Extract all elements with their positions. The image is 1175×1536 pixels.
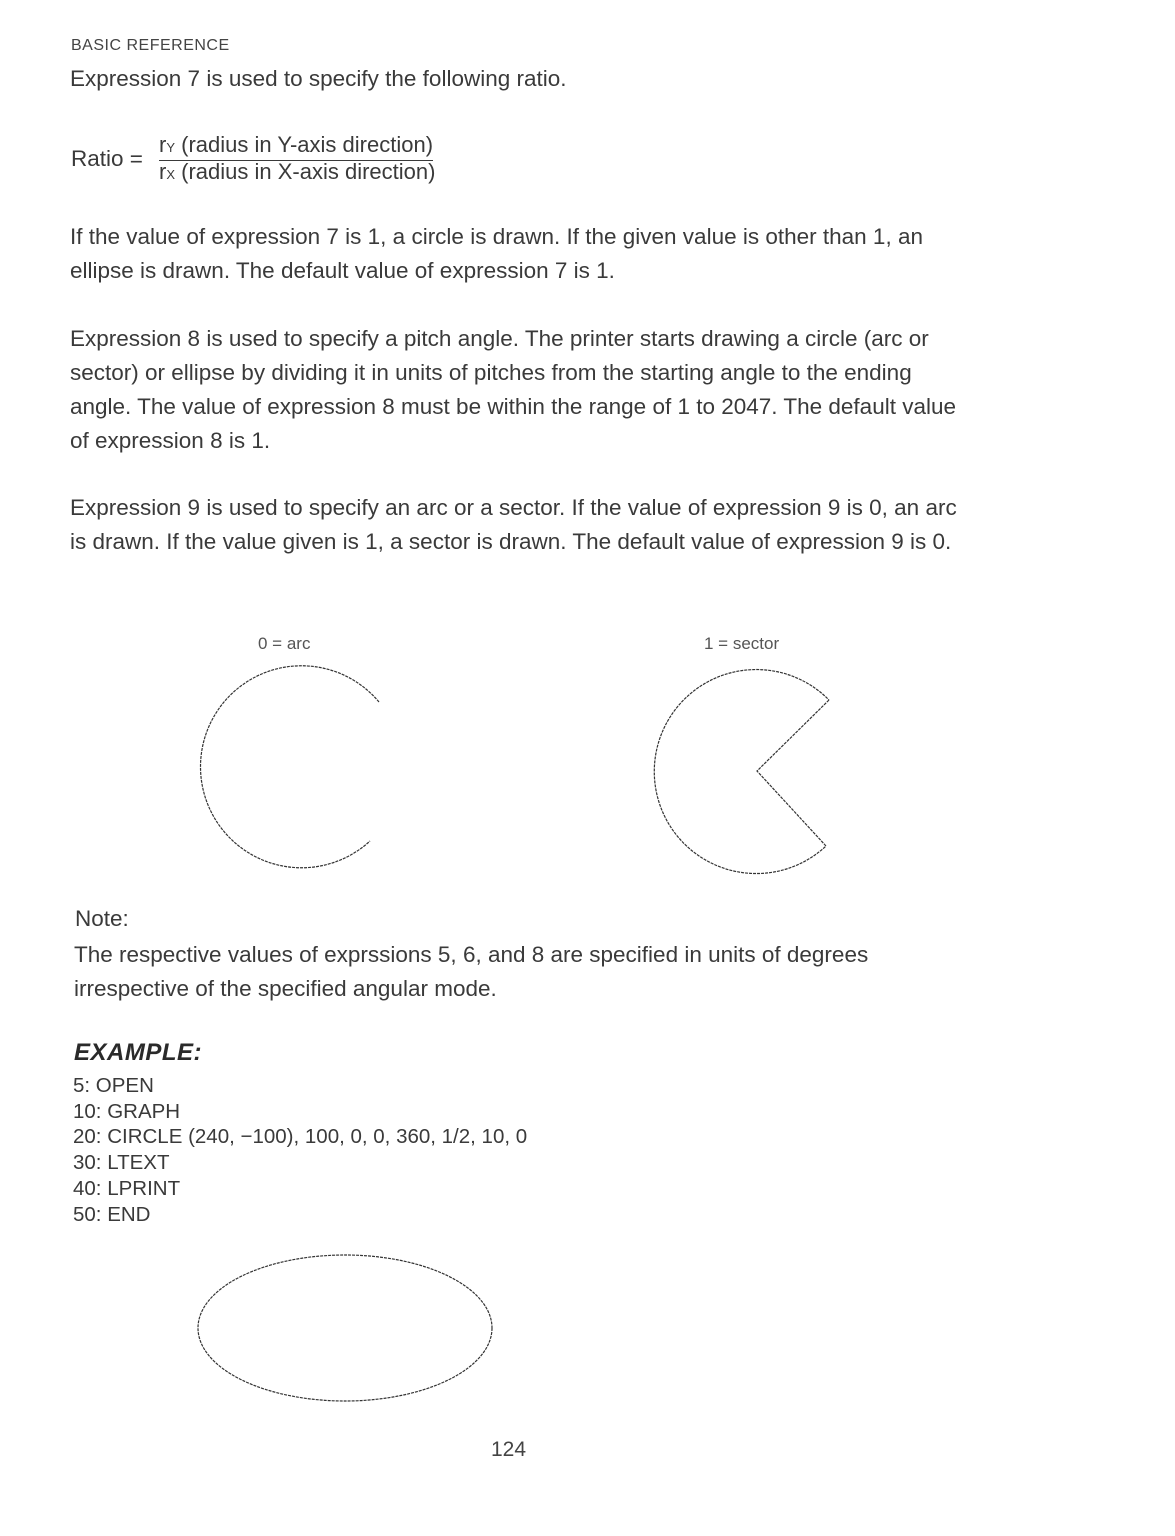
code-listing xyxy=(73,1073,527,1227)
code-line: 5: OPEN xyxy=(73,1074,154,1097)
sector-figure-label: 1 = sector xyxy=(704,634,780,653)
sector-outline xyxy=(654,670,829,874)
code-line: 30: LTEXT xyxy=(73,1151,170,1175)
arc-figure-label: 0 = arc xyxy=(258,634,311,653)
ratio-label: Ratio = xyxy=(71,146,143,171)
code-line: 50: END xyxy=(73,1202,151,1226)
intro-paragraph: Expression 7 is used to specify the following ratio. xyxy=(70,66,567,91)
ratio-numerator: rY (radius in Y-axis direction) xyxy=(159,134,433,161)
running-header: BASIC REFERENCE xyxy=(71,37,230,54)
paragraph-expression-9: Expression 9 is used to specify an arc or a sector. If the value of expression 9 is 0, an arc is drawn. If the value given is 1, a sector is drawn. The default value of expression 9 is 0. xyxy=(70,495,957,554)
arc-curve xyxy=(201,666,379,868)
paragraph-expression-8: Expression 8 is used to specify a pitch angle. The printer starts drawing a circle (arc or sector) or ellipse by dividing it in units of pitches from the starting angle to the ending angle. The value of expression 8 must be within the range of 1 to 2047. The default value of expression 8 is 1. xyxy=(70,326,957,453)
example-heading: EXAMPLE: xyxy=(74,1039,203,1066)
arc-figure xyxy=(180,655,410,885)
note-heading: Note: xyxy=(75,906,129,931)
code-line: 10: GRAPH xyxy=(73,1099,181,1123)
paragraph-expression-7: If the value of expression 7 is 1, a circle is drawn. If the given value is other than 1, an ellipse is drawn. The default value of expression 7 is 1. xyxy=(70,224,923,283)
ratio-fraction xyxy=(159,134,435,186)
ellipse-example-figure xyxy=(180,1240,510,1420)
note-text: The respective values of exprssions 5, 6, and 8 are specified in units of degrees irrespective of the specified angular mode. xyxy=(74,942,869,1001)
ellipse-curve xyxy=(198,1255,492,1401)
page-number: 124 xyxy=(491,1438,527,1461)
code-line: 40: LPRINT xyxy=(73,1176,181,1200)
sector-figure xyxy=(640,655,870,885)
code-line: 20: CIRCLE (240, −100), 100, 0, 0, 360, 1/2, 10, 0 xyxy=(73,1125,528,1149)
ratio-denominator: rX (radius in X-axis direction) xyxy=(159,159,436,184)
